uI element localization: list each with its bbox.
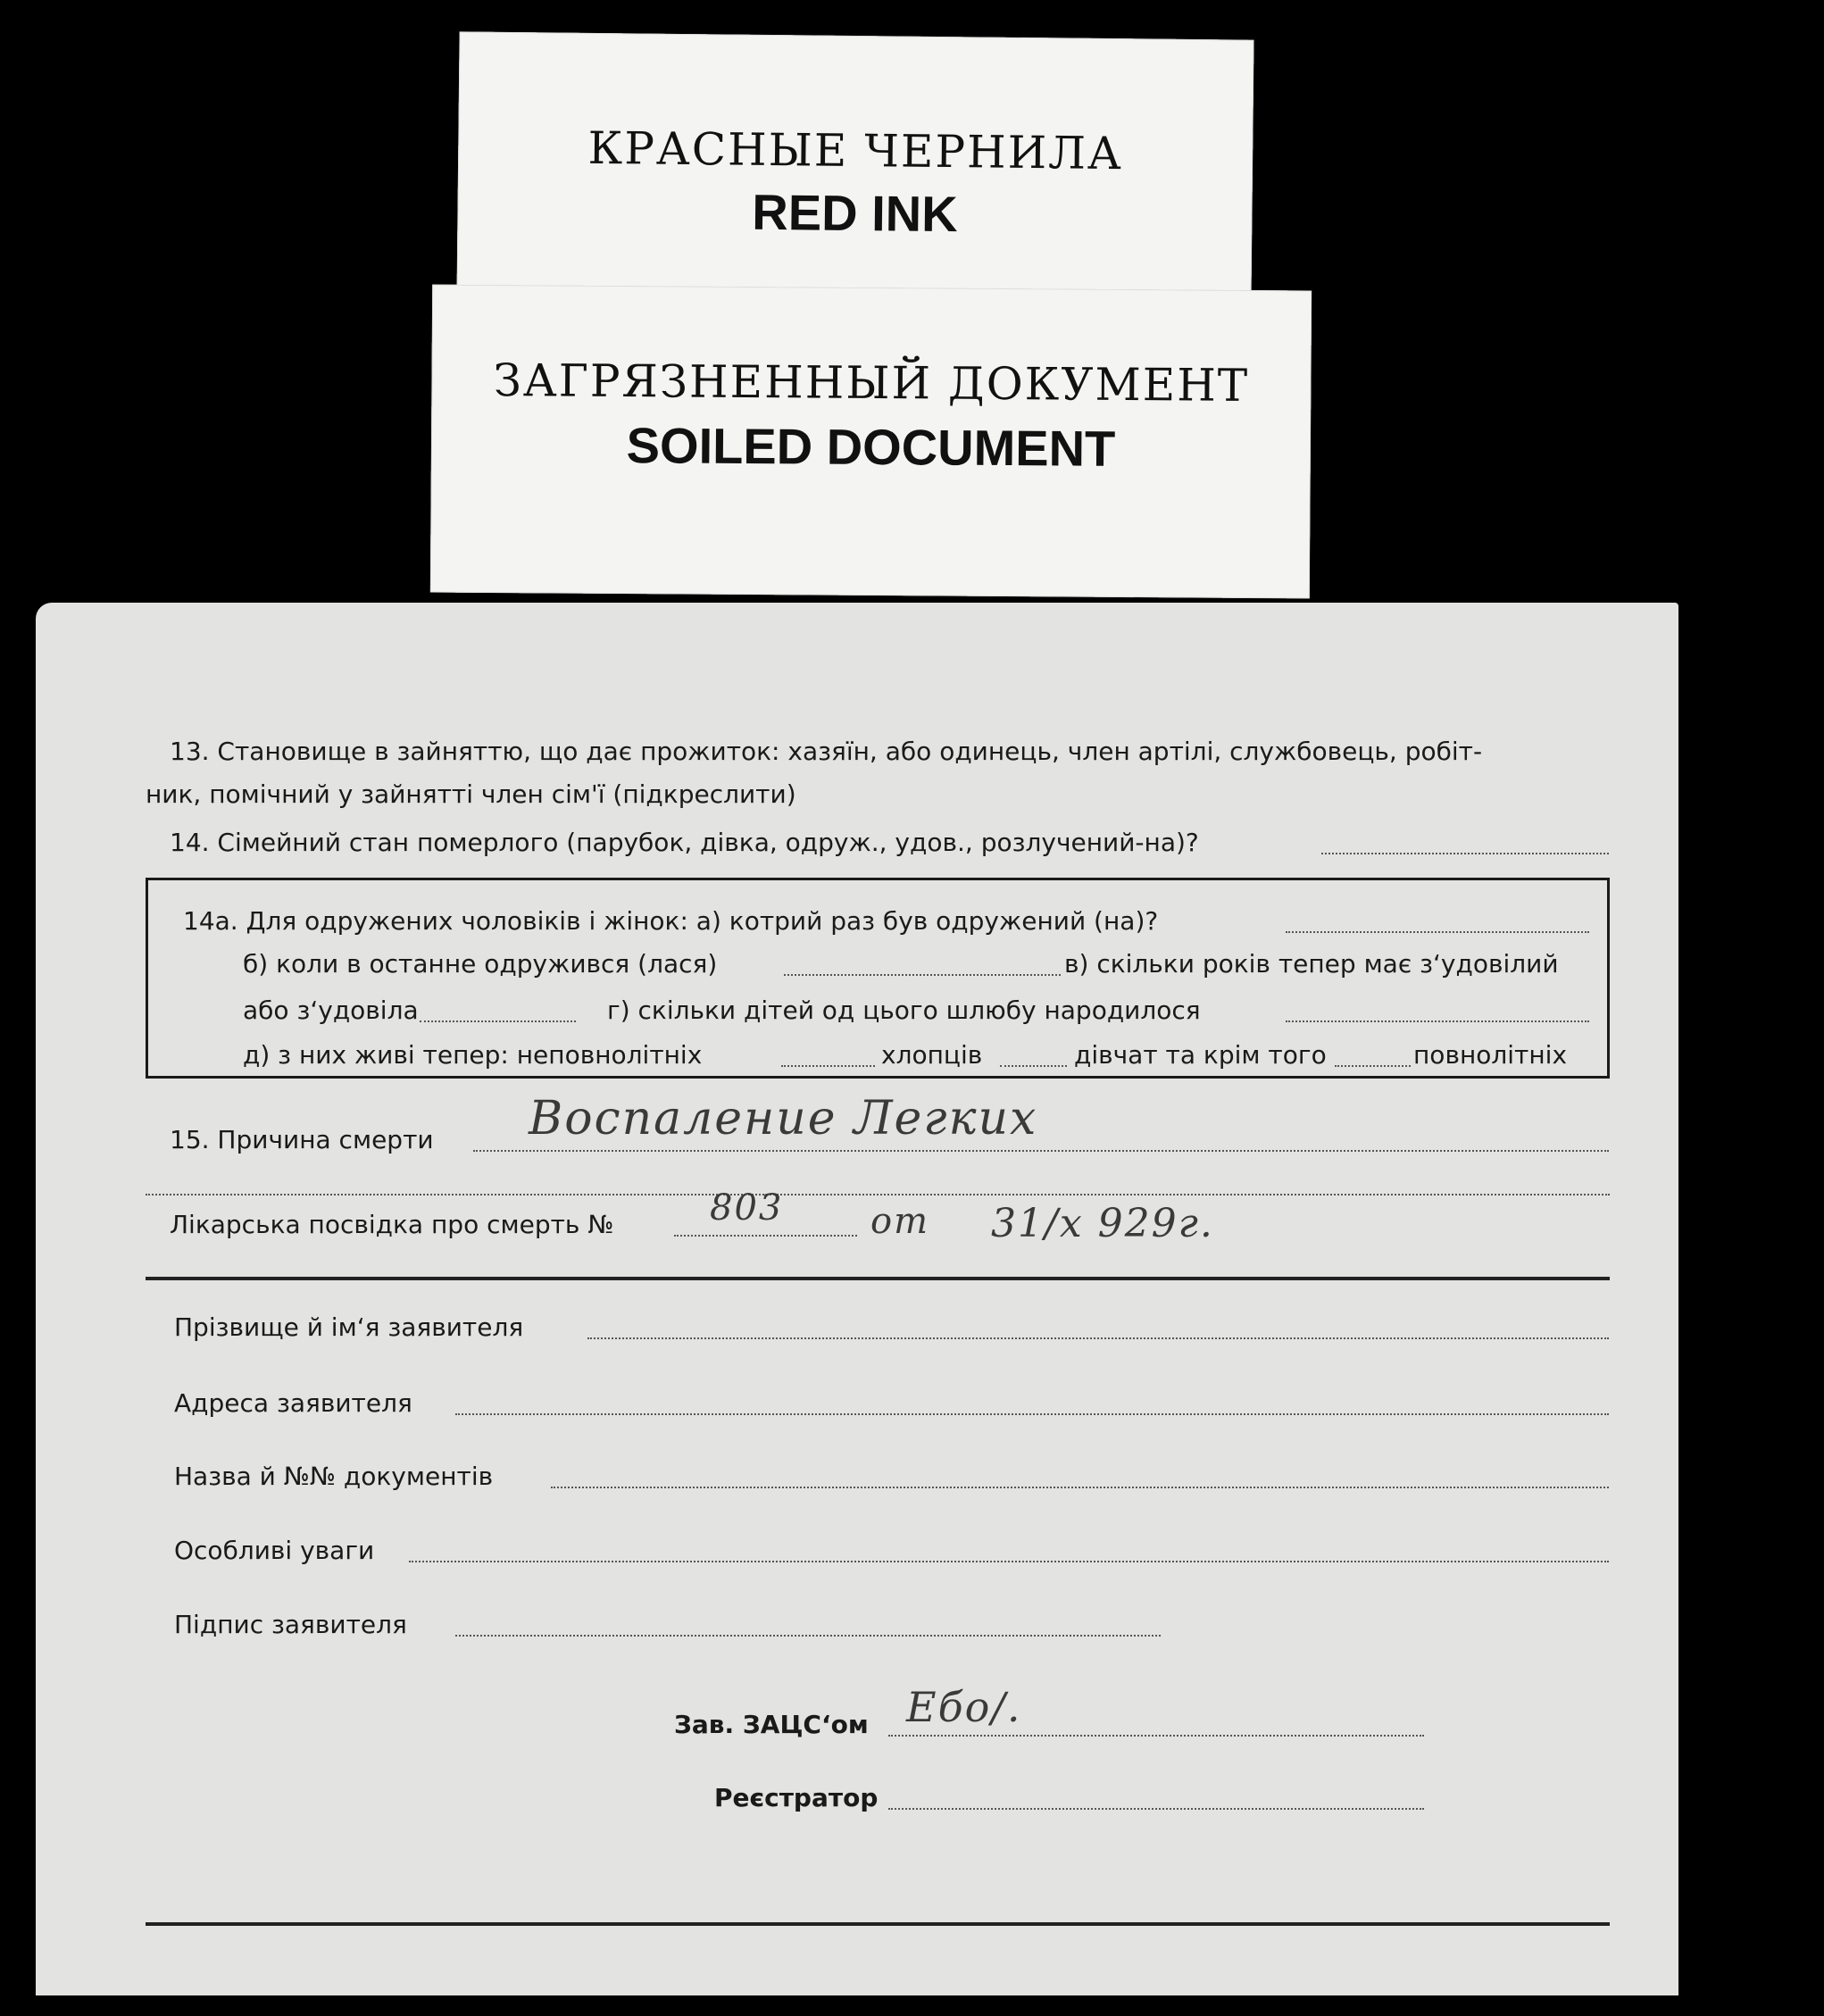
cert-date-handwriting: 31/x 929г. [991, 1201, 1214, 1246]
item14a-b: б) коли в останне одружився (лася) [243, 949, 718, 979]
item15-field-2 [146, 1194, 1610, 1195]
head-label: Зав. ЗАЦС‘ом [674, 1710, 869, 1739]
bottom-rule [146, 1922, 1610, 1926]
applicant-address-field [455, 1413, 1609, 1415]
item14a-a-field [1286, 931, 1589, 933]
item14a-girls: дівчат та крім того [1074, 1040, 1327, 1070]
documents-label: Назва й №№ документів [174, 1462, 494, 1491]
cert-no-handwriting: 803 [710, 1187, 784, 1229]
item14a-b-field [784, 974, 1061, 976]
item15-field [473, 1150, 1609, 1152]
item13-line1: 13. Становище в зайняттю, що дає прожиток: хазяїн, або одинець, член артілі, службовець, робіт- [170, 737, 1483, 766]
item14a-d: д) з них живі тепер: неповнолітніх [243, 1040, 703, 1070]
red-ink-en: RED INK [752, 183, 958, 243]
cert-no-field [674, 1235, 857, 1237]
applicant-name-label: Прізвище й ім‘я заявителя [174, 1312, 524, 1342]
registrar-label: Реєстратор [714, 1783, 879, 1812]
soiled-ru: ЗАГРЯЗНЕННЫЙ ДОКУМЕНТ [493, 354, 1250, 412]
item14a-girls-field [1335, 1065, 1411, 1067]
item14a-adults: повнолітніх [1413, 1040, 1568, 1070]
item14a-boys-field [1000, 1065, 1067, 1067]
soiled-en: SOILED DOCUMENT [626, 417, 1116, 477]
item14-field [1321, 853, 1609, 854]
item14a-g-field [1286, 1020, 1589, 1022]
item14a-boys: хлопців [881, 1040, 983, 1070]
death-record-form [36, 603, 1678, 1995]
item14a-v2-field [420, 1020, 576, 1022]
signature-label: Підпис заявителя [174, 1610, 407, 1639]
item13-line2: ник, помічний у зайнятті член сім'ї (підкреслити) [146, 779, 796, 809]
item14a-v: в) скільки років тепер має з‘удовілий [1064, 949, 1559, 979]
notes-field [409, 1561, 1609, 1562]
item14a-d-field [781, 1065, 875, 1067]
item15-label: 15. Причина смерти [170, 1125, 434, 1154]
cert-from-handwriting: от [870, 1201, 930, 1242]
item14a-v2: або з‘удовіла [243, 996, 419, 1025]
registrar-field [888, 1808, 1424, 1810]
cause-of-death-handwriting: Воспалeние Легких [529, 1092, 1038, 1145]
item14a-a: 14а. Для одружених чоловіків і жінок: а) котрий раз був одружений (на)? [183, 906, 1159, 936]
soiled-document-label-card [430, 285, 1312, 599]
head-signature-handwriting: Ебо/. [906, 1683, 1022, 1731]
head-signature-field [888, 1735, 1424, 1737]
red-ink-ru: КРАСНЫЕ ЧЕРНИЛА [587, 121, 1124, 180]
item14-label: 14. Сімейний стан померлого (парубок, дівка, одруж., удов., розлучений-на)? [170, 828, 1199, 857]
signature-field [455, 1635, 1161, 1637]
applicant-address-label: Адреса заявителя [174, 1388, 412, 1418]
notes-label: Особливі уваги [174, 1536, 375, 1565]
cert-label: Лікарська посвідка про смерть № [170, 1210, 614, 1239]
documents-field [551, 1487, 1609, 1488]
item14a-g: г) скільки дітей од цього шлюбу народилося [607, 996, 1201, 1025]
red-ink-label-card [456, 31, 1253, 307]
section-divider [146, 1277, 1610, 1280]
applicant-name-field [587, 1337, 1609, 1339]
